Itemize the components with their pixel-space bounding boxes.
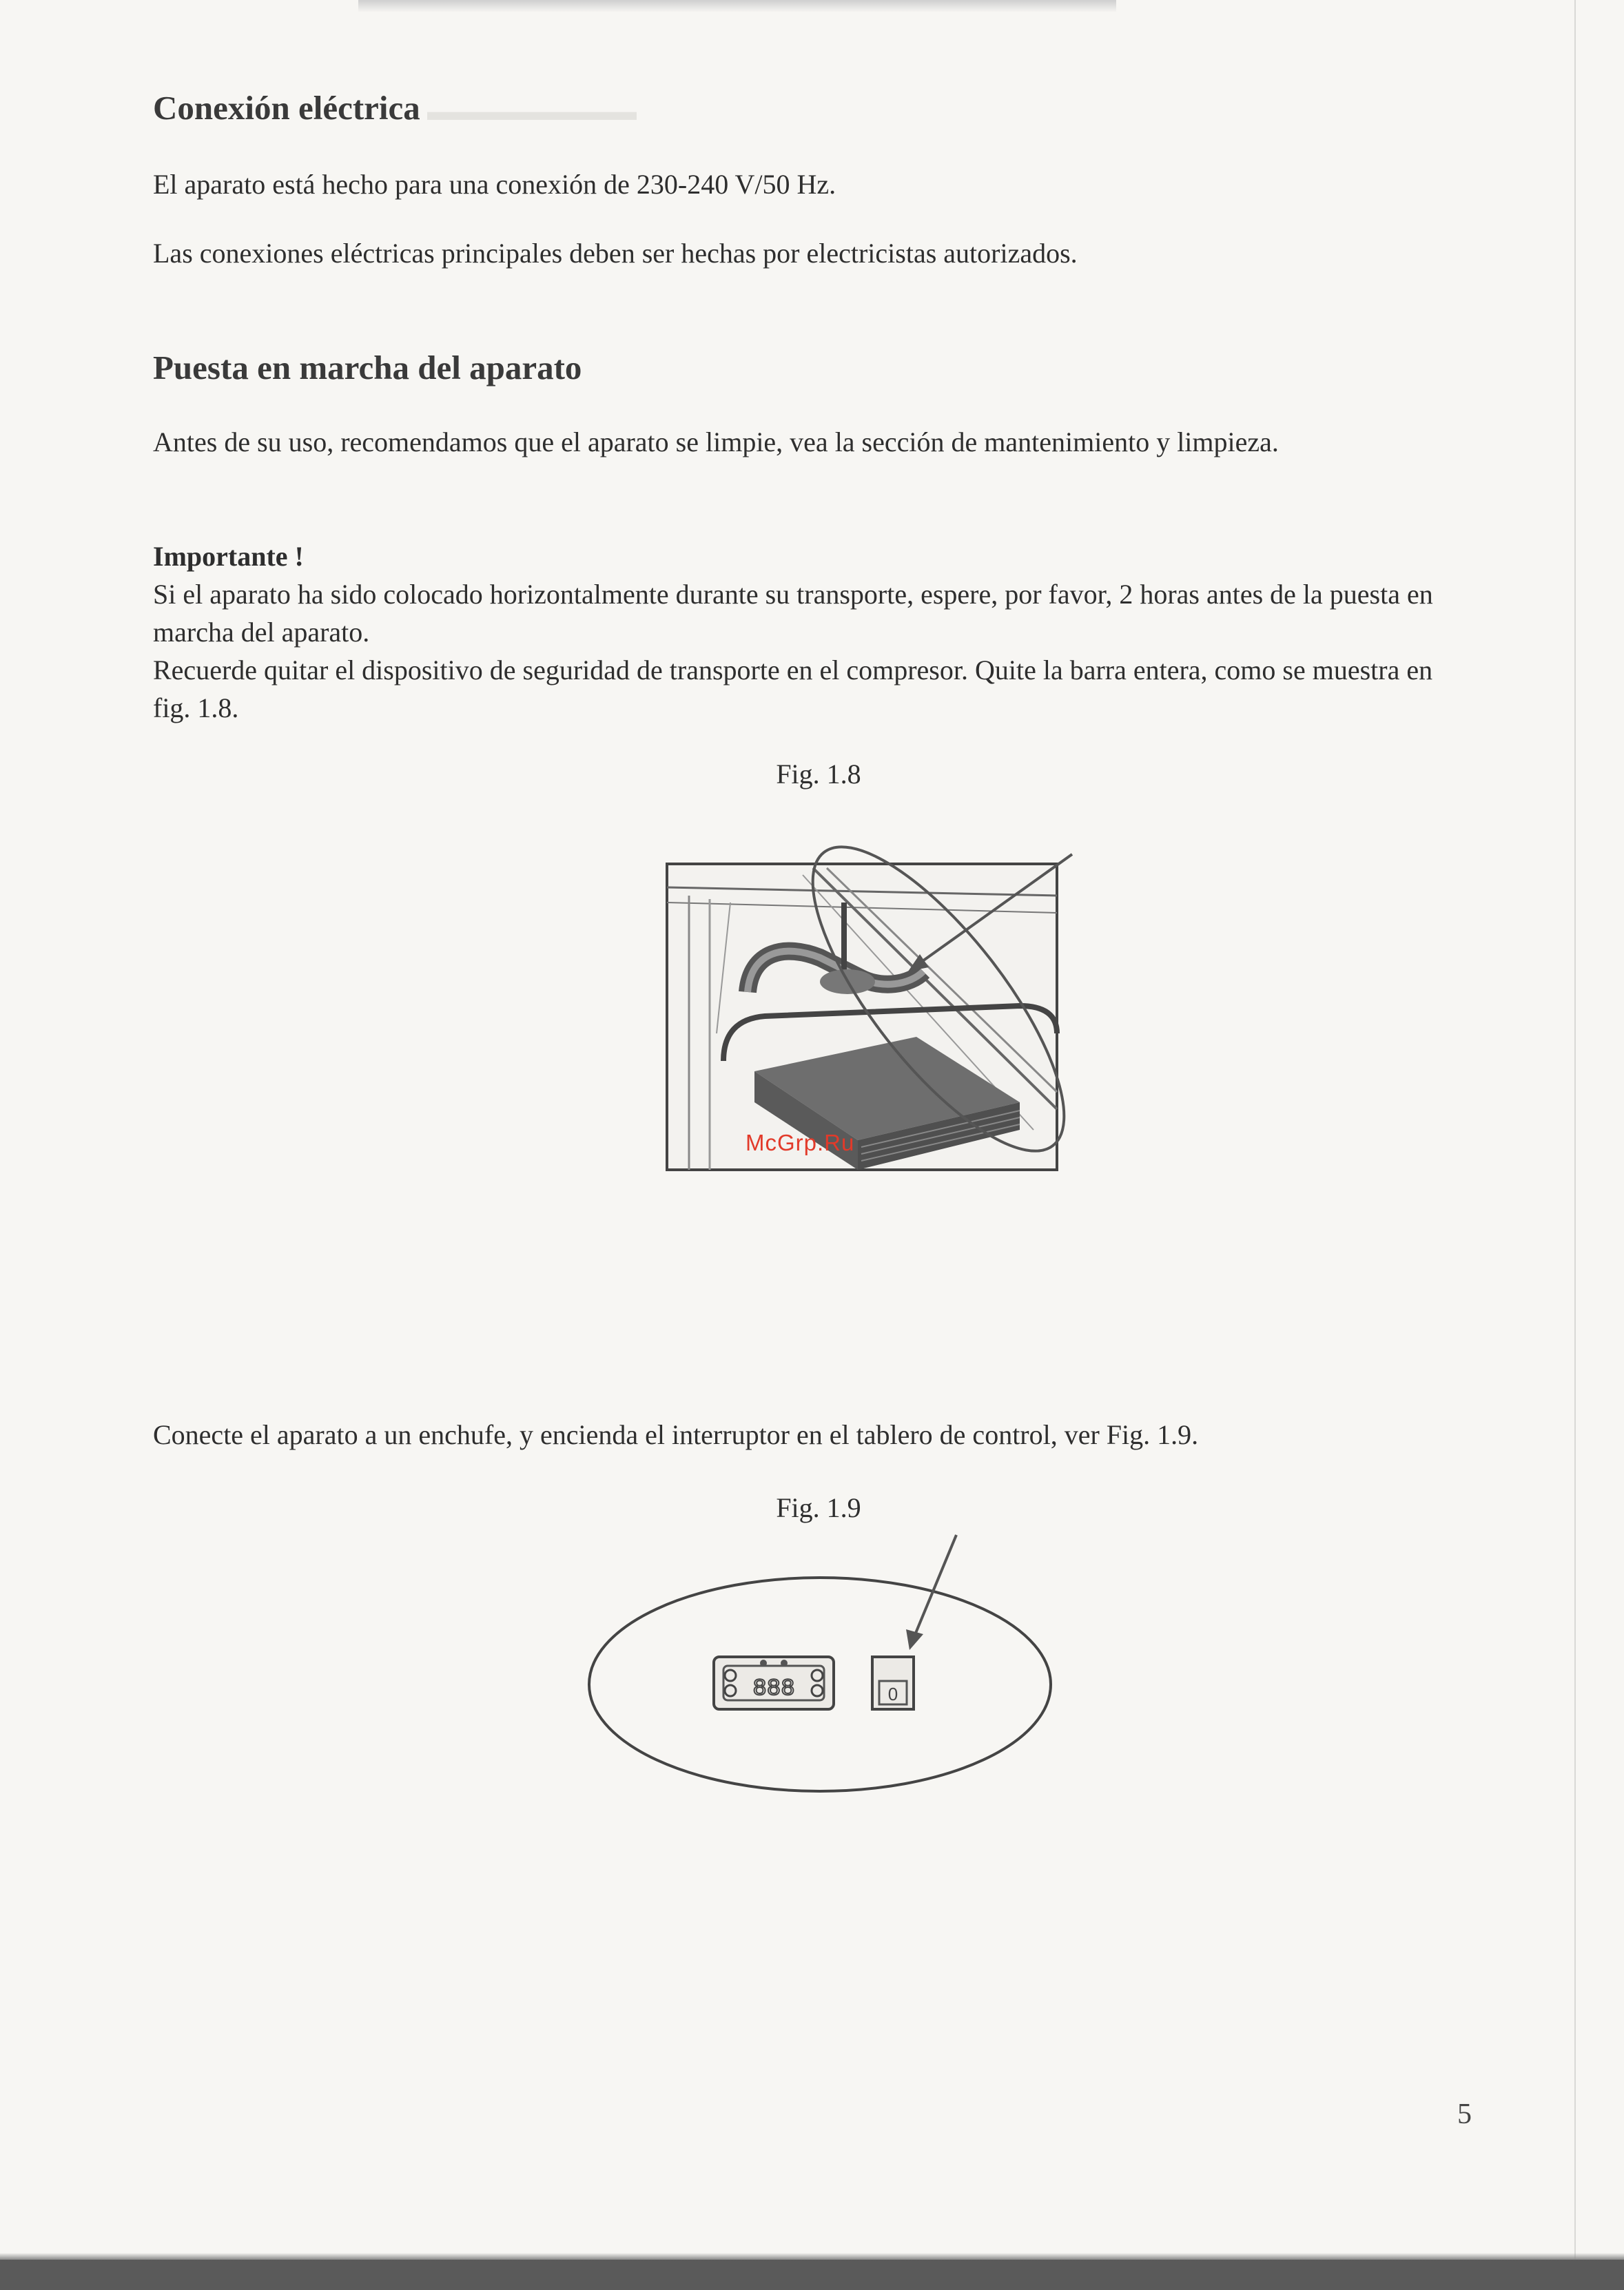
watermark-text: McGrp.Ru: [746, 1130, 855, 1155]
power-switch-label: 0: [887, 1684, 898, 1704]
heading-startup: Puesta en marcha del aparato: [153, 349, 582, 386]
paragraph-voltage: El aparato está hecho para una conexión de 230-240 V/50 Hz.: [153, 169, 836, 200]
controller-display-digits: 888: [752, 1676, 795, 1702]
page-number: 5: [1457, 2098, 1472, 2130]
heading-electrical-connection: Conexión eléctrica: [153, 89, 420, 127]
important-label: Importante !: [153, 541, 304, 572]
paragraph-transport-bar: Recuerde quitar el dispositivo de seguridad de transporte en el compresor. Quite la barra entera, como se muestra en fig. 1.8.: [153, 654, 1433, 723]
figure-caption-1-8: Fig. 1.8: [776, 759, 861, 790]
figure-caption-1-9: Fig. 1.9: [776, 1492, 861, 1523]
scan-shadow-bottom: [0, 2260, 1624, 2290]
paragraph-connect-plug: Conecte el aparato a un enchufe, y encienda el interruptor en el tablero de control, ver Fig. 1.9.: [153, 1419, 1199, 1450]
bleed-through-text: ▬▬▬▬▬▬▬▬: [427, 97, 637, 126]
paragraph-cleaning: Antes de su uso, recomendamos que el aparato se limpie, vea la sección de mantenimiento y limpieza.: [153, 426, 1279, 457]
paragraph-horizontal-transport: Si el aparato ha sido colocado horizontalmente durante su transporte, espere, por favor, 2 horas antes de la puesta en marcha del aparato.: [153, 579, 1433, 648]
paragraph-electricians: Las conexiones eléctricas principales deben ser hechas por electricistas autorizados.: [153, 238, 1078, 269]
